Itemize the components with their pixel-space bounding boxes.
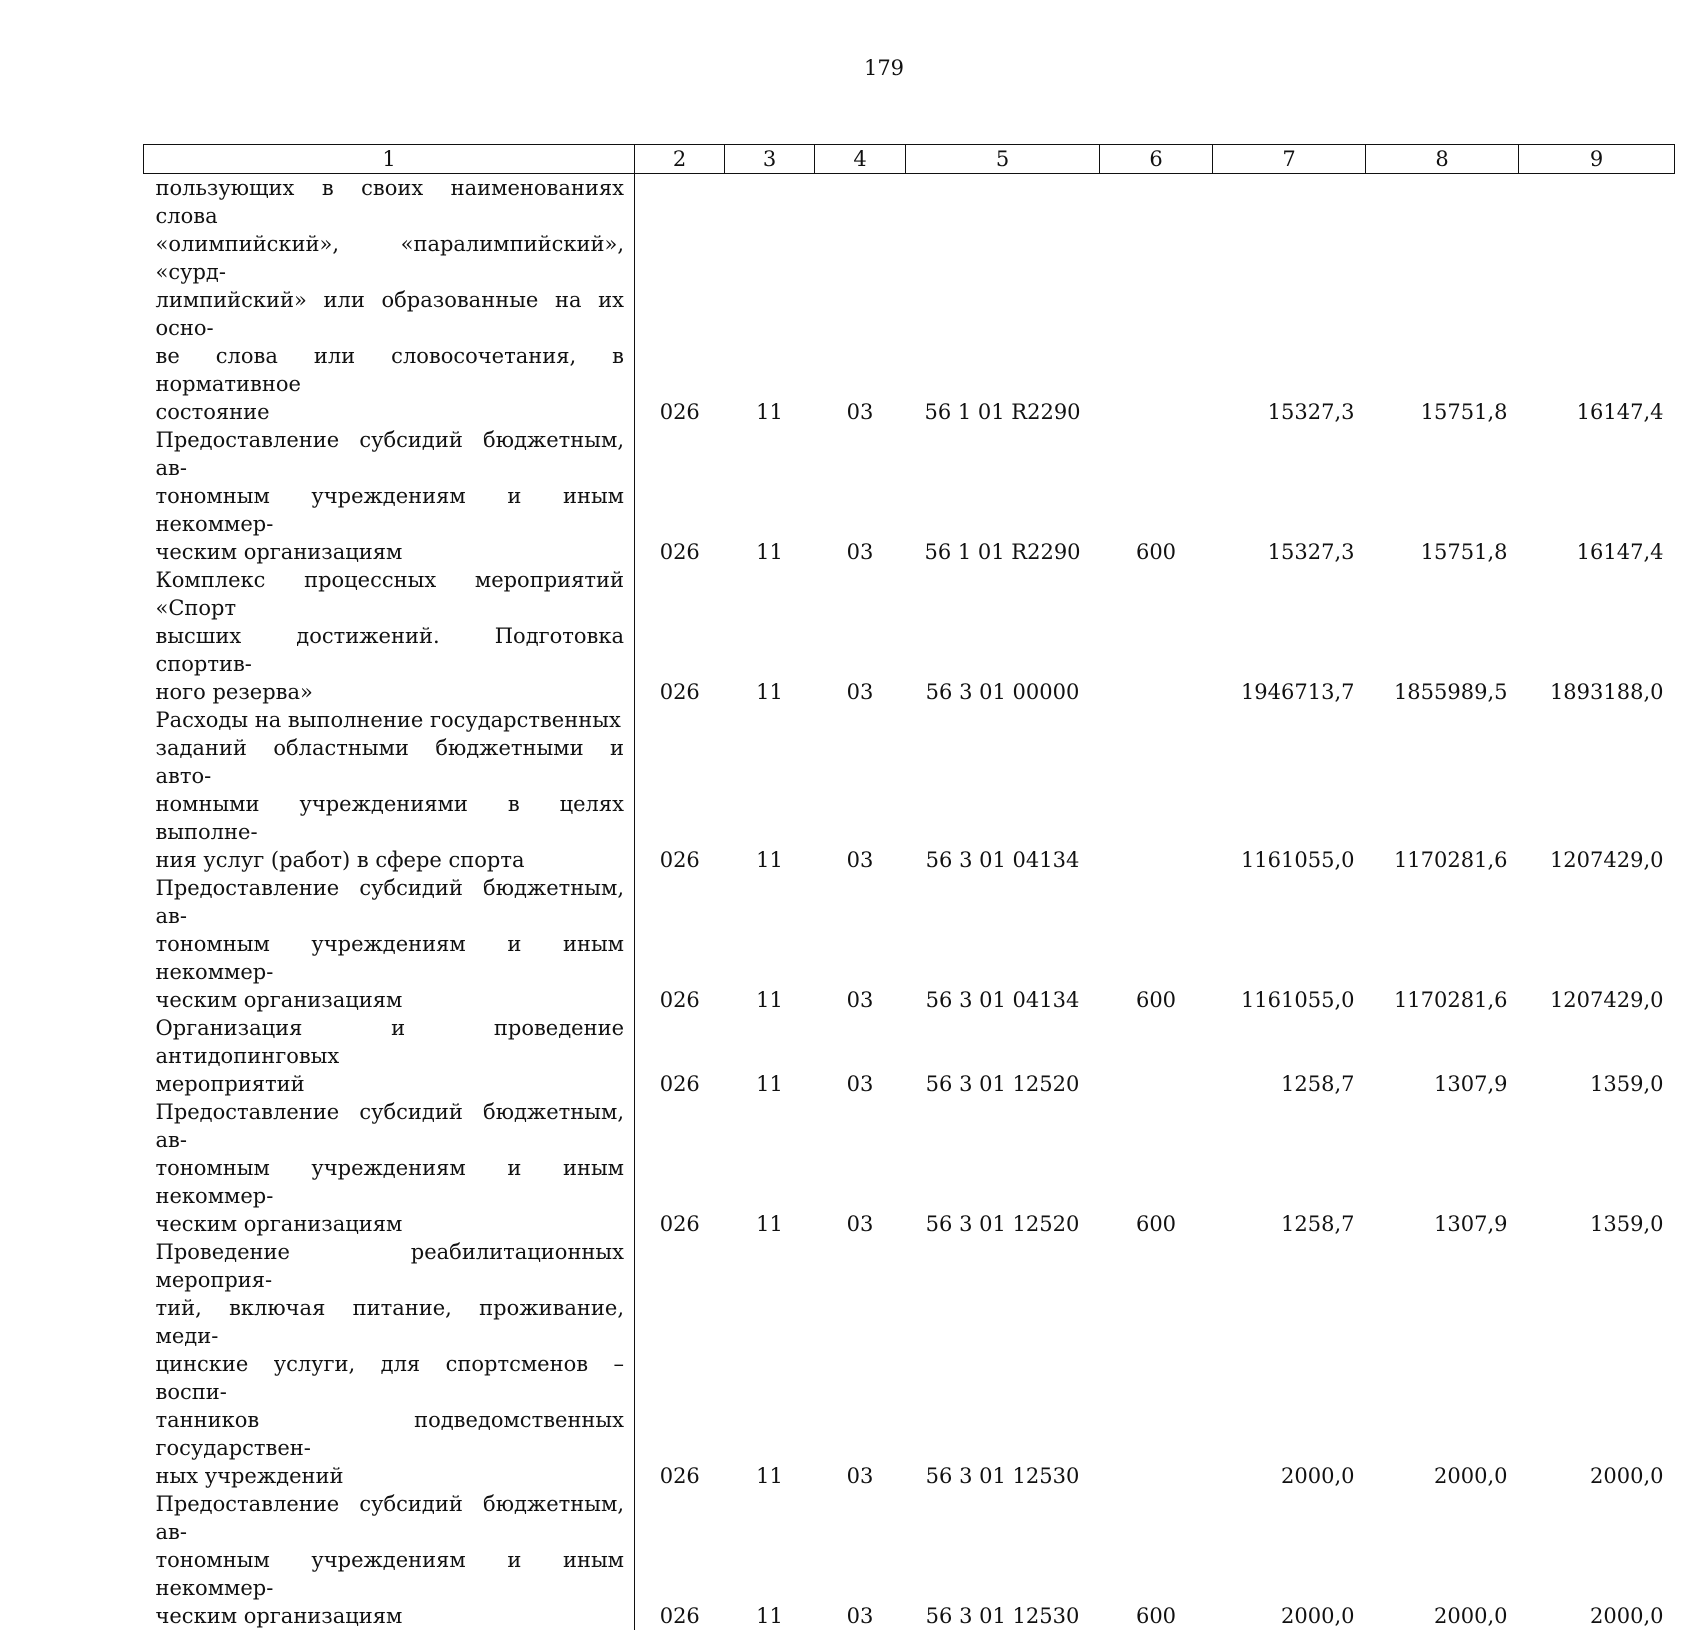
- target-article-cell: 56 3 01 04134: [906, 706, 1100, 874]
- amount-cell-9: 1359,0: [1519, 1014, 1675, 1098]
- table-row: [144, 174, 1675, 427]
- target-article-cell: 56 3 01 12530: [906, 1238, 1100, 1490]
- amount-cell-7: 1946713,7: [1213, 566, 1366, 706]
- row-name-text: Предоставление субсидий бюджетным, ав- тономным учреждениям и иным некоммер- ческим организациям: [156, 426, 625, 566]
- subsection-cell: 03: [815, 174, 906, 427]
- amount-cell-9: 2000,0: [1519, 1490, 1675, 1630]
- table-row: [144, 706, 1675, 874]
- amount-cell-8: 1170281,6: [1366, 706, 1519, 874]
- section-cell: 11: [725, 874, 815, 1014]
- row-name-text: Расходы на выполнение государственных заданий областными бюджетными и авто- номными учреждениями в целях выполне- ния услуг (работ) в сфере спорта: [156, 706, 625, 874]
- target-article-cell: 56 3 01 04134: [906, 874, 1100, 1014]
- header-cell-2: 2: [635, 145, 725, 174]
- code-cell: 026: [635, 874, 725, 1014]
- amount-cell-7: 15327,3: [1213, 174, 1366, 427]
- amount-cell-9: 1359,0: [1519, 1098, 1675, 1238]
- amount-cell-7: 2000,0: [1213, 1490, 1366, 1630]
- table-row: [144, 874, 1675, 1014]
- subsection-cell: 03: [815, 874, 906, 1014]
- subsection-cell: 03: [815, 1238, 906, 1490]
- code-cell: 026: [635, 1098, 725, 1238]
- section-cell: 11: [725, 1490, 815, 1630]
- header-cell-9: 9: [1519, 145, 1675, 174]
- row-name-text: Предоставление субсидий бюджетным, ав- тономным учреждениям и иным некоммер- ческим организациям: [156, 1098, 625, 1238]
- code-cell: 026: [635, 706, 725, 874]
- code-cell: 026: [635, 426, 725, 566]
- amount-cell-7: 2000,0: [1213, 1238, 1366, 1490]
- code-cell: 026: [635, 174, 725, 427]
- target-article-cell: 56 1 01 R2290: [906, 174, 1100, 427]
- section-cell: 11: [725, 1238, 815, 1490]
- amount-cell-7: 1161055,0: [1213, 874, 1366, 1014]
- section-cell: 11: [725, 174, 815, 427]
- amount-cell-8: 15751,8: [1366, 426, 1519, 566]
- expense-type-cell: 600: [1100, 426, 1213, 566]
- row-name-cell: [144, 1238, 635, 1490]
- subsection-cell: 03: [815, 426, 906, 566]
- amount-cell-7: 15327,3: [1213, 426, 1366, 566]
- code-cell: 026: [635, 1014, 725, 1098]
- table-header: [144, 145, 1675, 174]
- expense-type-cell: [1100, 566, 1213, 706]
- amount-cell-9: 2000,0: [1519, 1238, 1675, 1490]
- amount-cell-9: 1207429,0: [1519, 706, 1675, 874]
- target-article-cell: 56 1 01 R2290: [906, 426, 1100, 566]
- row-name-cell: [144, 706, 635, 874]
- page-number: [0, 56, 1697, 80]
- expense-type-cell: 600: [1100, 1098, 1213, 1238]
- target-article-cell: 56 3 01 12530: [906, 1490, 1100, 1630]
- row-name-cell: [144, 174, 635, 427]
- expense-type-cell: 600: [1100, 1490, 1213, 1630]
- amount-cell-7: 1258,7: [1213, 1014, 1366, 1098]
- row-name-cell: [144, 874, 635, 1014]
- amount-cell-9: 1207429,0: [1519, 874, 1675, 1014]
- code-cell: 026: [635, 1238, 725, 1490]
- row-name-text: пользующих в своих наименованиях слова «олимпийский», «паралимпийский», «сурд- лимпийский» или образованные на их осно- ве слова или словосочетания, в нормативное состояние: [156, 174, 625, 426]
- section-cell: 11: [725, 706, 815, 874]
- amount-cell-8: 1307,9: [1366, 1098, 1519, 1238]
- header-cell-5: 5: [906, 145, 1100, 174]
- budget-table: [143, 144, 1675, 1630]
- table-row: [144, 1098, 1675, 1238]
- target-article-cell: 56 3 01 12520: [906, 1014, 1100, 1098]
- row-name-text: Комплекс процессных мероприятий «Спорт высших достижений. Подготовка спортив- ного резерва»: [156, 566, 625, 706]
- table-row: [144, 566, 1675, 706]
- amount-cell-9: 1893188,0: [1519, 566, 1675, 706]
- row-name-text: Проведение реабилитационных мероприя- тий, включая питание, проживание, меди- цинские услуги, для спортсменов – воспи- танников подведомственных государствен- ных учреждений: [156, 1238, 625, 1490]
- amount-cell-8: 1170281,6: [1366, 874, 1519, 1014]
- amount-cell-9: 16147,4: [1519, 174, 1675, 427]
- header-row: [144, 145, 1675, 174]
- header-cell-6: 6: [1100, 145, 1213, 174]
- expense-type-cell: 600: [1100, 874, 1213, 1014]
- header-cell-7: 7: [1213, 145, 1366, 174]
- amount-cell-8: 2000,0: [1366, 1238, 1519, 1490]
- amount-cell-7: 1258,7: [1213, 1098, 1366, 1238]
- expense-type-cell: [1100, 1238, 1213, 1490]
- row-name-text: Предоставление субсидий бюджетным, ав- тономным учреждениям и иным некоммер- ческим организациям: [156, 1490, 625, 1630]
- header-cell-8: 8: [1366, 145, 1519, 174]
- amount-cell-8: 15751,8: [1366, 174, 1519, 427]
- code-cell: 026: [635, 1490, 725, 1630]
- subsection-cell: 03: [815, 1490, 906, 1630]
- amount-cell-8: 2000,0: [1366, 1490, 1519, 1630]
- row-name-cell: [144, 1490, 635, 1630]
- row-name-text: Организация и проведение антидопинговых мероприятий: [156, 1014, 625, 1098]
- header-cell-3: 3: [725, 145, 815, 174]
- expense-type-cell: [1100, 1014, 1213, 1098]
- target-article-cell: 56 3 01 12520: [906, 1098, 1100, 1238]
- header-cell-1: 1: [144, 145, 635, 174]
- table-row: [144, 1014, 1675, 1098]
- expense-type-cell: [1100, 174, 1213, 427]
- amount-cell-7: 1161055,0: [1213, 706, 1366, 874]
- table-row: [144, 426, 1675, 566]
- row-name-cell: [144, 426, 635, 566]
- subsection-cell: 03: [815, 706, 906, 874]
- header-cell-4: 4: [815, 145, 906, 174]
- subsection-cell: 03: [815, 1014, 906, 1098]
- subsection-cell: 03: [815, 566, 906, 706]
- amount-cell-9: 16147,4: [1519, 426, 1675, 566]
- table-row: [144, 1490, 1675, 1630]
- section-cell: 11: [725, 1014, 815, 1098]
- row-name-cell: [144, 566, 635, 706]
- section-cell: 11: [725, 566, 815, 706]
- page-number-text: 179: [864, 56, 904, 80]
- table-row: [144, 1238, 1675, 1490]
- section-cell: 11: [725, 1098, 815, 1238]
- subsection-cell: 03: [815, 1098, 906, 1238]
- expense-type-cell: [1100, 706, 1213, 874]
- amount-cell-8: 1855989,5: [1366, 566, 1519, 706]
- amount-cell-8: 1307,9: [1366, 1014, 1519, 1098]
- row-name-cell: [144, 1014, 635, 1098]
- code-cell: 026: [635, 566, 725, 706]
- row-name-cell: [144, 1098, 635, 1238]
- section-cell: 11: [725, 426, 815, 566]
- row-name-text: Предоставление субсидий бюджетным, ав- тономным учреждениям и иным некоммер- ческим организациям: [156, 874, 625, 1014]
- target-article-cell: 56 3 01 00000: [906, 566, 1100, 706]
- table-body: [144, 174, 1675, 1630]
